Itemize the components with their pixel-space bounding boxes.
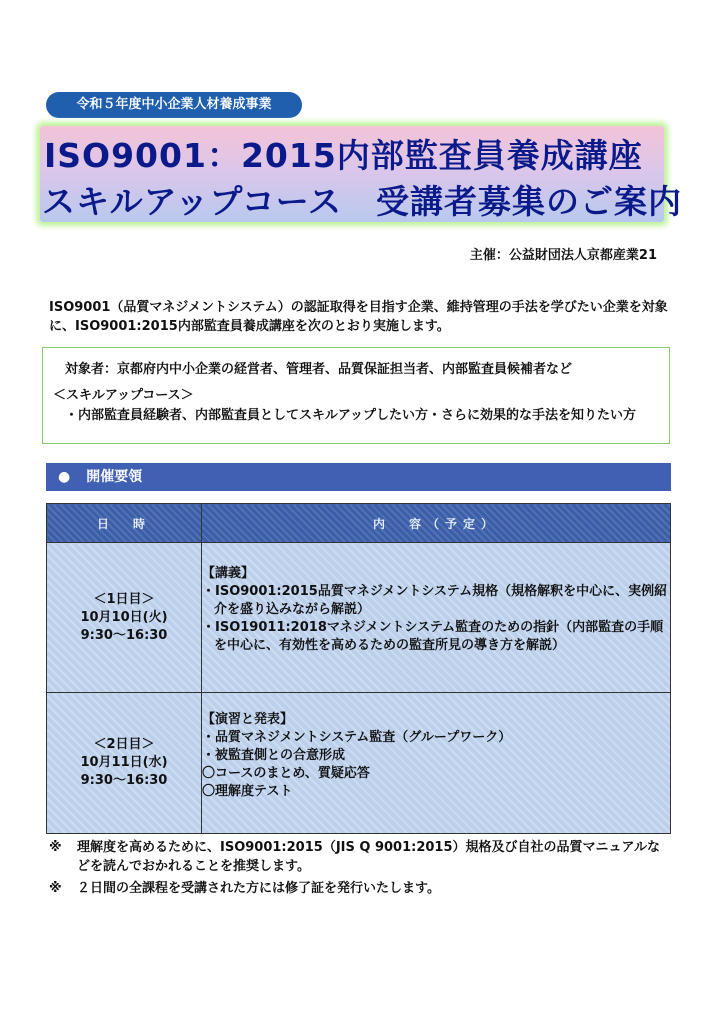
- note-2: [49, 879, 669, 898]
- sponsor-text: 主催：公益財団法人京都産業21: [469, 248, 657, 263]
- header-date: 日 時: [47, 504, 202, 543]
- note-text: 理解度を高めるために、ISO9001:2015（JIS Q 9001:2015）規格及び自社の品質マニュアルなどを読んでおかれることを推奨します。: [77, 840, 660, 874]
- bullet-icon: ●: [58, 469, 71, 485]
- note-text: ２日間の全課程を受講された方には修了証を発行いたします。: [77, 881, 440, 896]
- content-cell: [202, 693, 671, 834]
- title-banner: [40, 126, 683, 222]
- day-label: ＜1日目＞: [93, 591, 155, 607]
- content-heading: 【講義】: [202, 566, 255, 581]
- table-header-row: [47, 504, 671, 543]
- note-1: [49, 838, 669, 876]
- target-audience: 対象者：京都府内中小企業の経営者、管理者、品質保証担当者、内部監査員候補者など: [65, 362, 573, 377]
- time-label: 9:30〜16:30: [80, 773, 168, 788]
- content-item: ・ISO19011:2018マネジメントシステム監査のための指針（内部監査の手順を中心に、有効性を高めるための監査所見の導き方を解説）: [202, 620, 664, 653]
- note-mark: ※: [49, 840, 62, 855]
- date-label: 10月10日(火): [80, 609, 168, 625]
- content-item: 〇理解度テスト: [202, 784, 293, 799]
- title-line-2: スキルアップコース 受講者募集のご案内: [42, 182, 683, 221]
- table-row: [47, 693, 671, 834]
- section-header: [46, 463, 671, 491]
- program-badge: 令和５年度中小企業人材養成事業: [46, 92, 302, 118]
- header-content: 内 容（予定）: [202, 504, 671, 543]
- time-label: 9:30〜16:30: [80, 627, 168, 643]
- content-item: ・ISO9001:2015品質マネジメントシステム規格（規格解釈を中心に、実例紹介を盛り込みながら解説）: [202, 584, 668, 617]
- day-label: ＜2日目＞: [93, 737, 155, 752]
- intro-paragraph: ISO9001（品質マネジメントシステム）の認証取得を目指す企業、維持管理の手法を学びたい企業を対象に、ISO9001:2015内部監査員養成講座を次のとおり実施します。: [49, 300, 668, 334]
- target-box: [42, 347, 670, 444]
- course-target: ・内部監査員経験者、内部監査員としてスキルアップしたい方・さらに効果的な手法を知りたい方: [65, 408, 636, 423]
- note-mark: ※: [49, 881, 62, 896]
- content-item: ・品質マネジメントシステム監査（グループワーク）: [202, 730, 512, 745]
- content-heading: 【演習と発表】: [202, 712, 294, 727]
- course-label: ＜スキルアップコース＞: [53, 388, 194, 403]
- table-row: [47, 543, 671, 693]
- section-title: 開催要領: [86, 469, 143, 485]
- content-cell: [202, 543, 671, 693]
- schedule-table: [46, 503, 671, 834]
- content-item: ・被監査側との合意形成: [202, 748, 346, 763]
- title-line-1: ISO9001：2015内部監査員養成講座: [44, 136, 643, 175]
- date-cell: [47, 543, 202, 693]
- date-label: 10月11日(水): [80, 755, 168, 770]
- content-item: 〇コースのまとめ、質疑応答: [202, 766, 370, 781]
- date-cell: [47, 693, 202, 834]
